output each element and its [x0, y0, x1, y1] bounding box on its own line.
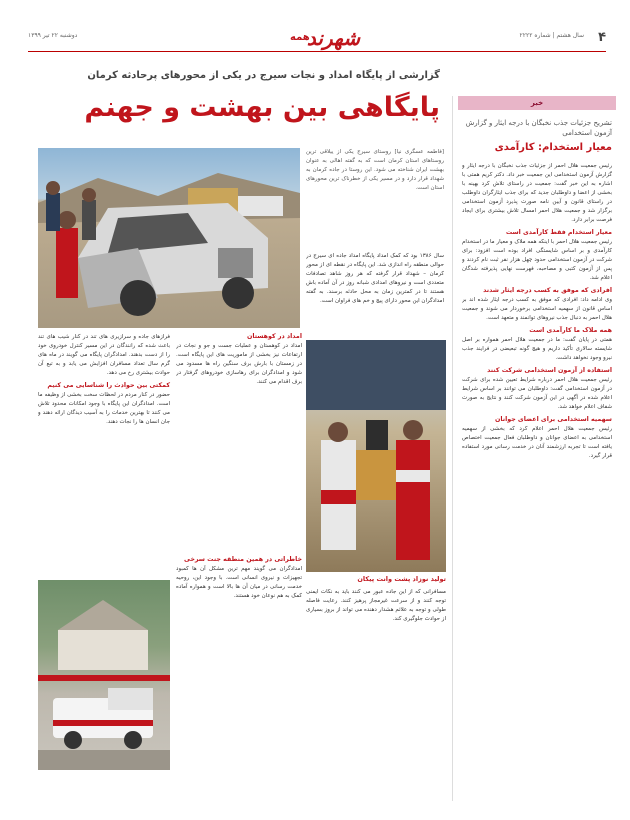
sidebar-section-body: رئیس جمعیت هلال احمر اعلام کرد که بخشی از سهمیه استخدامی به اعضای جوانان و داوطلبان فعال جمعیت اختصاص یافته است تا تجربه ارزشمند آنان در خدمت رسانی مورد استفاده قرار گیرد.	[462, 426, 612, 459]
sidebar-section-body: رئیس جمعیت هلال احمر با اینکه همه ملاک و معیار ما در استخدام کارآمدی و بر اساس شایستگی افراد بوده است افزود: برای شرکت در آزمون استخدامی حدود چهل هزار نفر ثبت نام کردند و پس از آزمون کتبی و مصاحبه، فهرست نهایی پذیرفته شدگان اعلام شد.	[462, 239, 612, 281]
sidebar-section-heading: افرادی که موفق به کسب درجه ایثار شدند	[483, 287, 612, 294]
article-subheading: خاطراتی در همین منطقه جنت سرخی	[183, 556, 302, 563]
article-body: امداد در کوهستان و عملیات جست و جو و نجات در ارتفاعات نیز بخشی از ماموریت های این پایگاه است. در زمستان با بارش برف سنگین راه ها مسدود می شود و امدادگران برای رهاسازی خودروهای گرفتار در برف اقدام می کنند.	[176, 343, 302, 385]
sidebar-section-heading: استفاده از آزمون استخدامی شرکت کنند	[487, 367, 612, 374]
body-column-4	[176, 556, 302, 796]
photo-caption: تولید نوزاد پشت وانت پیکان	[357, 575, 446, 583]
article-body: فرازهای جاده و سرازیری های تند در کنار شیب های تند باعث شده که رانندگان در این مسیر کنترل خودروی خود را از دست بدهند. امدادگران پایگاه می گویند در ماه های گرم سال تعداد مسافران افزایش می یابد و به تبع آن حوادث بیشتری رخ می دهد.	[38, 334, 170, 376]
sidebar-section-heading: معیار استخدام فقط کارآمدی است	[505, 229, 612, 236]
sidebar-section-body: وی ادامه داد: افرادی که موفق به کسب درجه ایثار شده اند بر اساس قانون از سهمیه استخدامی برخوردار می شوند و جمعیت هلال احمر به دنبال جذب نیروهای توانمند و متعهد است.	[462, 297, 612, 321]
sidebar-intro: تشریح جزئیات جذب نخبگان با درجه ایثار و گزارش آزمون استخدامی	[465, 119, 612, 137]
rescue-photo	[306, 340, 446, 572]
header-rule	[28, 51, 606, 52]
sidebar-section-body: همتی در پایان گفت: ما در جمعیت هلال احمر همواره بر اصل شایسته سالاری تأکید داریم و هیچ گونه تبعیضی در فرایند جذب نیرو وجود نخواهد داشت.	[462, 337, 612, 361]
sidebar-section-body: رئیس جمعیت هلال احمر از جزئیات جذب نخبگان با درجه ایثار و گزارش آزمون استخدامی این جمعیت خبر داد. دکتر کریم همتی با اشاره به این خبر گفت: جمعیت در راستای تلاش کرد بهینه با بخشی از اعضا و داوطلبان جدید که برای جذب ایثارگران داوطلب در راستای قانون و آیین نامه صورت پذیرد آزمون استخدامی برگزار شد و جمعیت هلال احمر امسال تلاش بیشتری برای ایجاد فرصت برابر دارد.	[462, 163, 612, 223]
body-column-1	[306, 252, 444, 332]
article-body: مسافرانی که از این جاده عبور می کنند باید به نکات ایمنی توجه کنند و از سرعت غیرمجاز پرهیز کنند. رعایت فاصله طولی و توجه به علائم هشدار دهنده می تواند از بروز بسیاری از حوادث جلوگیری کند.	[306, 589, 446, 622]
page-header	[28, 24, 606, 56]
article-lead: [فاطمه عسگری نیا] روستای سیرج یکی از ییلاقی ترین روستاهای استان کرمان است که به گفته اهالی به عنوان بهشت ایران شناخته می شود. این روستا در جاده کرمان به شهداد قرار دارد و در مسیر یکی از خطرناک ترین محورهای استان است.	[306, 149, 444, 191]
issue-number: سال هشتم | شماره ۲۲۲۲	[519, 32, 584, 39]
body-column-2	[38, 333, 170, 593]
page-number: ۴	[598, 30, 606, 45]
body-column-3	[176, 333, 302, 553]
article-subheading: امداد در کوهستان	[246, 333, 302, 340]
article-subheading: کمکتی بین حوادث را شناسایی می کنیم	[47, 382, 170, 389]
sidebar-section-heading: همه ملاک ما کارآمدی است	[529, 327, 612, 334]
ambulance-photo	[38, 580, 170, 770]
rescue-team-illustration	[306, 340, 446, 572]
newspaper-logo: شهرند همه	[290, 26, 360, 50]
sidebar-section-heading: سهمیه استخدامی برای اعضای جوانان	[494, 416, 612, 423]
article-kicker: گزارشی از پایگاه امداد و نجات سیرج در یکی از محورهای پرحادثه کرمان	[87, 70, 440, 81]
news-tag: خبر	[458, 96, 616, 110]
lead-column	[306, 148, 444, 248]
sidebar-column	[462, 162, 612, 802]
issue-date: دوشنبه ۲۲ تیر ۱۳۹۹	[28, 32, 78, 39]
column-divider	[452, 96, 453, 801]
sidebar-title: معیار استخدام: کارآمدی	[494, 142, 612, 153]
article-headline: پایگاهی بین بهشت و جهنم	[84, 92, 440, 123]
sidebar-section-body: رئیس جمعیت هلال احمر درباره شرایط تعیین شده برای شرکت در آزمون استخدامی گفت: داوطلبان می توانند بر اساس شرایط اعلام شده در آگهی در این آزمون شرکت کنند و نتایج به صورت شفاف اعلام خواهد شد.	[462, 377, 612, 410]
article-body: سال ۱۳۸۶ بود که کمک امداد پایگاه امداد جاده ای سیرج در حوالی منطقه راه اندازی شد. این پایگاه در نقطه ای از محور کرمان – شهداد قرار گرفته که هر روز شاهد تصادفات متعددی است و نیروهای امدادی شبانه روز در آن آماده باش هستند تا در کمترین زمان به محل حادثه برسند. به گفته امدادگران این محور دارای پیچ و خم های فراوان است.	[306, 253, 444, 304]
crash-scene-illustration	[38, 148, 300, 328]
ambulance-illustration	[38, 580, 170, 770]
article-body: حضور در کنار مردم در لحظات سخت بخشی از وظیفه ما است. امدادگران این پایگاه با وجود امکانات محدود تلاش می کنند تا بهترین خدمات را به آسیب دیدگان ارائه دهند و جان انسان ها را نجات دهند.	[38, 392, 170, 425]
body-column-5	[306, 588, 446, 798]
crash-photo	[38, 148, 300, 328]
article-body: امدادگران می گویند مهم ترین مشکل آن ها کمبود تجهیزات و نیروی انسانی است. با وجود این، روحیه خدمت رسانی در میان آن ها بالا است و همواره آماده کمک به هم نوعان خود هستند.	[176, 566, 302, 599]
